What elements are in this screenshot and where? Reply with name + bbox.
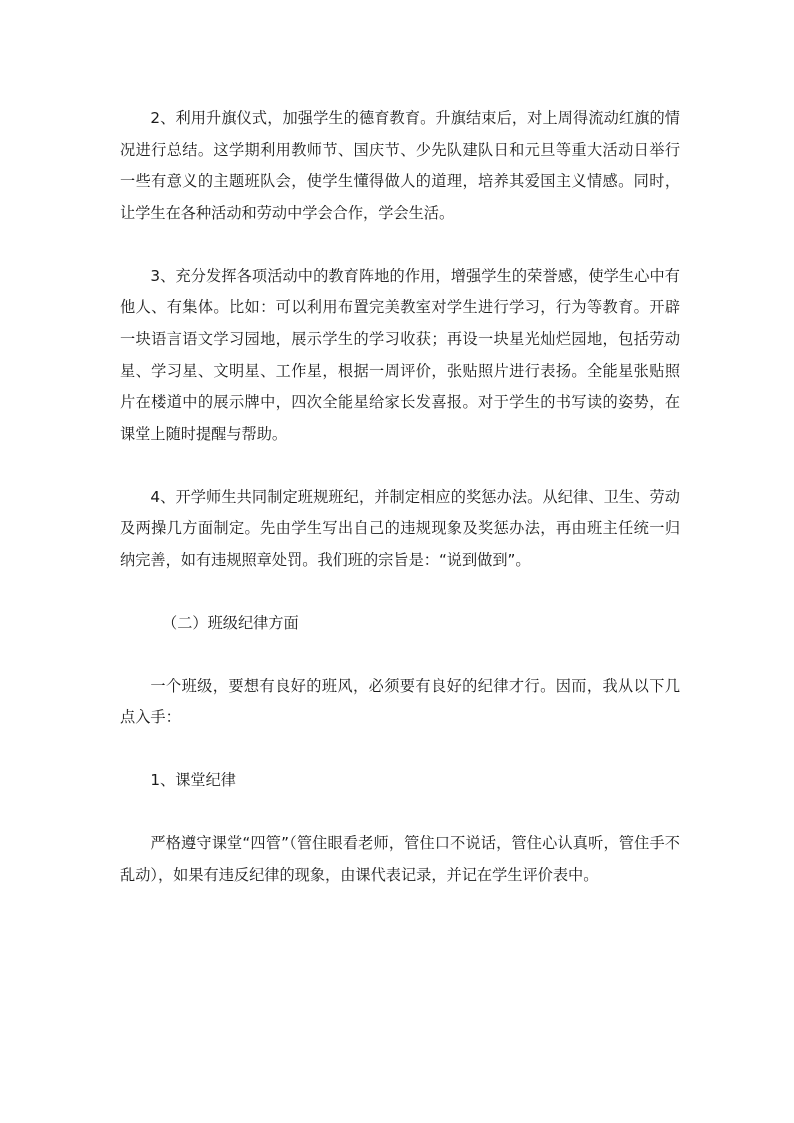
document-body	[120, 103, 680, 923]
subheading-classroom-discipline: 1、课堂纪律	[150, 771, 236, 790]
paragraph-four-rules: 严格遵守课堂“四管”（管住眼看老师，管住口不说话，管住心认真听，管住手不乱动），如果有违反纪律的现象，由课代表记录，并记在学生评价表中。	[120, 834, 680, 885]
paragraph-discipline-intro: 一个班级，要想有良好的班风，必须要有良好的纪律才行。因而，我从以下几点入手：	[120, 676, 680, 727]
section-heading-discipline: （二）班级纪律方面	[162, 613, 299, 632]
paragraph-activity-education: 3、充分发挥各项活动中的教育阵地的作用，增强学生的荣誉感，使学生心中有他人、有集体。比如：可以利用布置完美教室对学生进行学习，行为等教育。开辟一块语言语文学习园地，展示学生的学习收获；再设一块星光灿烂园地，包括劳动星、学习星、文明星、工作星，根据一周评价，张贴照片进行表扬。全能星张贴照片在楼道中的展示牌中，四次全能星给家长发喜报。对于学生的书写读的姿势，在课堂上随时提醒与帮助。	[120, 266, 680, 443]
paragraph-class-rules: 4、开学师生共同制定班规班纪，并制定相应的奖惩办法。从纪律、卫生、劳动及两操几方面制定。先由学生写出自己的违规现象及奖惩办法，再由班主任统一归纳完善，如有违规照章处罚。我们班的宗旨是：“说到做到”。	[120, 487, 680, 569]
paragraph-flag-ceremony: 2、利用升旗仪式，加强学生的德育教育。升旗结束后，对上周得流动红旗的情况进行总结。这学期利用教师节、国庆节、少先队建队日和元旦等重大活动日举行一些有意义的主题班队会，使学生懂得做人的道理，培养其爱国主义情感。同时，让学生在各种活动和劳动中学会合作，学会生活。	[120, 109, 680, 222]
